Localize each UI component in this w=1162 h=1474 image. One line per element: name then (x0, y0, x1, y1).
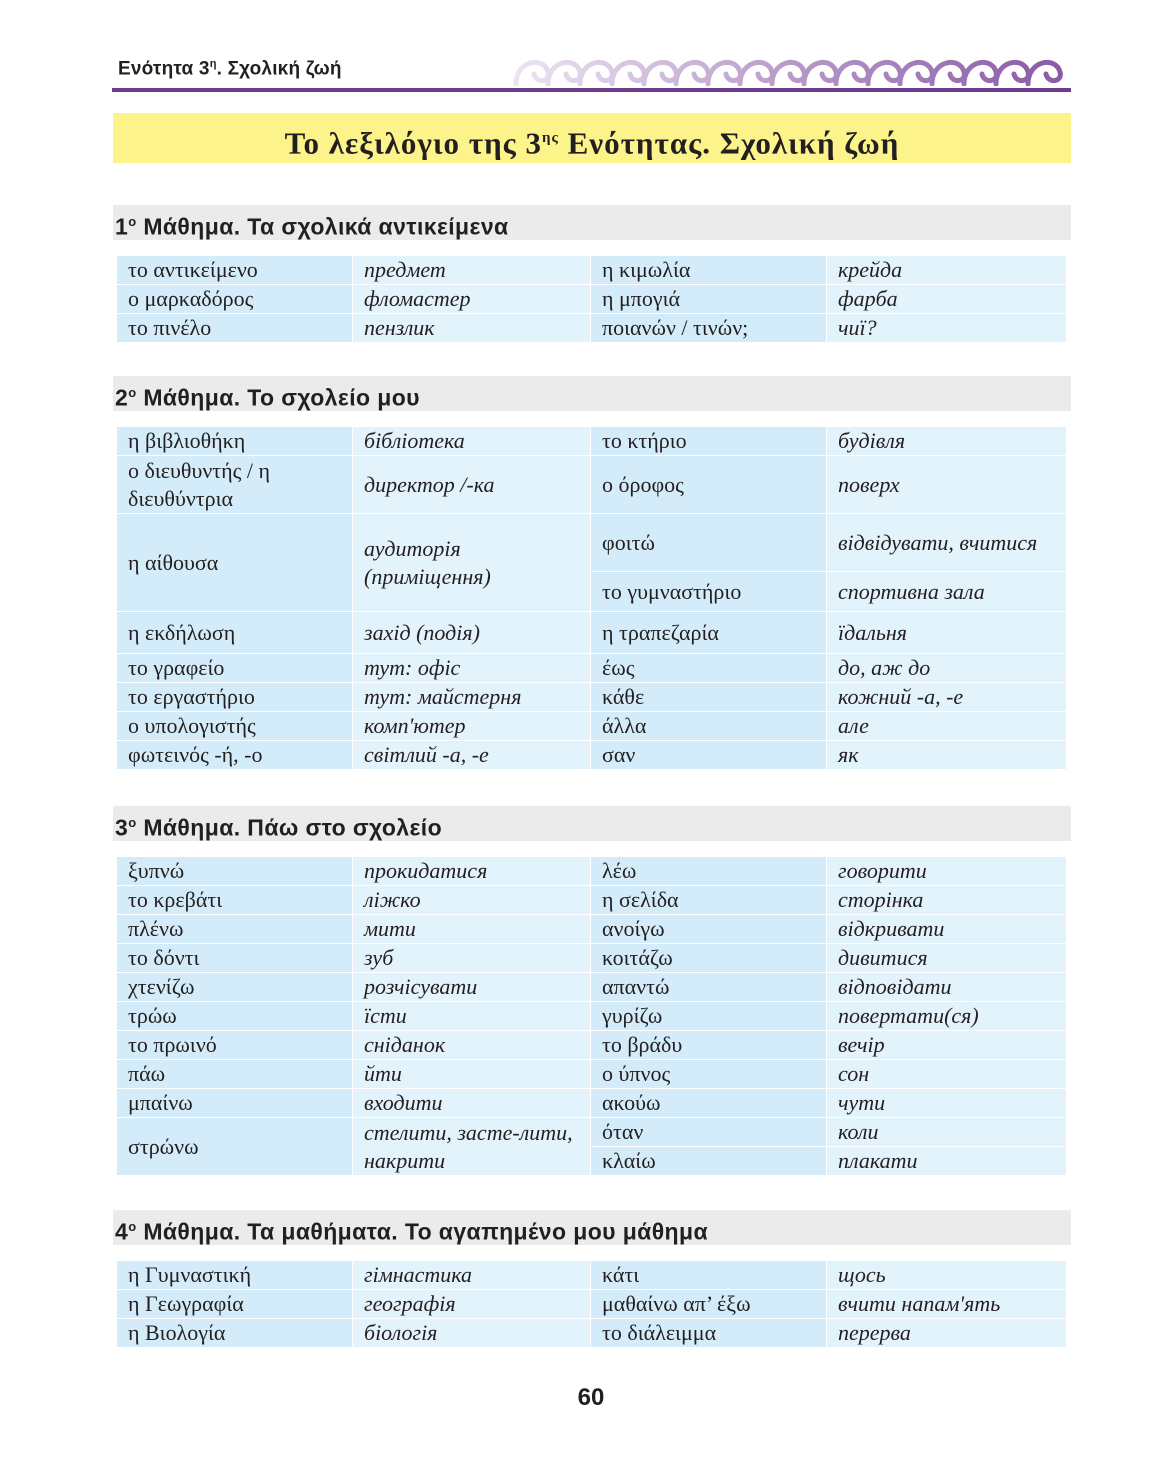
greek-word: μαθαίνω απ’ έξω (591, 1290, 827, 1319)
greek-word: ανοίγω (591, 915, 827, 944)
greek-word: το κρεβάτι (117, 886, 353, 915)
ukrainian-translation: світлий -а, -е (353, 741, 591, 770)
ukrainian-translation: географія (353, 1290, 591, 1319)
ukrainian-translation: відкривати (827, 915, 1067, 944)
ukrainian-translation: щось (827, 1261, 1067, 1290)
page-title: Το λεξιλόγιο της $3^{\eta\varsigma}$ Ενότητας. Σχολική ζωή (284, 125, 900, 161)
greek-word: ο μαρκαδόρος (117, 285, 353, 314)
ukrainian-translation: тут: офіс (353, 654, 591, 683)
greek-word: κλαίω (591, 1147, 827, 1176)
ukrainian-translation: сніданок (353, 1031, 591, 1060)
greek-word: το δόντι (117, 944, 353, 973)
ukrainian-translation: спортивна зала (827, 572, 1067, 612)
unit-header-title: Ενότητα $3^\eta$. Σχολική ζωή (118, 58, 342, 80)
page-number: 60 (577, 1384, 605, 1411)
lesson-2-heading (113, 376, 1071, 411)
greek-word: απαντώ (591, 973, 827, 1002)
lesson-4-heading (113, 1210, 1071, 1245)
greek-word: πλένω (117, 915, 353, 944)
greek-word: το διάλειμμα (591, 1319, 827, 1348)
lesson-4-vocab-table (117, 1261, 1067, 1348)
greek-word: το αντικείμενο (117, 256, 353, 285)
greek-word: η αίθουσα (117, 514, 353, 612)
greek-word: ο διευθυντής / η διευθύντρια (117, 456, 353, 514)
ukrainian-translation: відповідати (827, 973, 1067, 1002)
ukrainian-translation: крейда (827, 256, 1067, 285)
greek-word: ο υπολογιστής (117, 712, 353, 741)
ukrainian-translation: прокидатися (353, 857, 591, 886)
greek-word: σαν (591, 741, 827, 770)
lesson-3-vocab-table (117, 857, 1067, 1176)
greek-word: έως (591, 654, 827, 683)
ukrainian-translation: будівля (827, 427, 1067, 456)
greek-word: άλλα (591, 712, 827, 741)
ukrainian-translation: бібліотека (353, 427, 591, 456)
ukrainian-translation: відвідувати, вчитися (827, 514, 1067, 572)
greek-word: η σελίδα (591, 886, 827, 915)
greek-word: η μπογιά (591, 285, 827, 314)
ukrainian-translation: йти (353, 1060, 591, 1089)
ukrainian-translation: гімнастика (353, 1261, 591, 1290)
ukrainian-translation: стелити, засте-лити, накрити (353, 1118, 591, 1176)
greek-word: η Γυμναστική (117, 1261, 353, 1290)
lesson-3-heading (113, 806, 1071, 841)
greek-word: η εκδήλωση (117, 612, 353, 654)
greek-word: χτενίζω (117, 973, 353, 1002)
greek-wave-ornament-icon (496, 50, 1072, 86)
ukrainian-translation: кожний -а, -е (827, 683, 1067, 712)
ukrainian-translation: дивитися (827, 944, 1067, 973)
ukrainian-translation: директор /-ка (353, 456, 591, 514)
greek-word: πάω (117, 1060, 353, 1089)
ukrainian-translation: вчити напам'ять (827, 1290, 1067, 1319)
ukrainian-translation: плакати (827, 1147, 1067, 1176)
header-divider (112, 88, 1071, 92)
lesson-heading-text: $3^o$ Μάθημα. Πάω στο σχολείο (115, 814, 443, 841)
greek-word: ακούω (591, 1089, 827, 1118)
greek-word: λέω (591, 857, 827, 886)
ukrainian-translation: зуб (353, 944, 591, 973)
ukrainian-translation: але (827, 712, 1067, 741)
ukrainian-translation: сон (827, 1060, 1067, 1089)
greek-word: το βράδυ (591, 1031, 827, 1060)
greek-word: φοιτώ (591, 514, 827, 572)
greek-word: η Βιολογία (117, 1319, 353, 1348)
ukrainian-translation: захід (подія) (353, 612, 591, 654)
lesson-2-vocab-table (117, 427, 1067, 770)
greek-word: τρώω (117, 1002, 353, 1031)
ukrainian-translation: входити (353, 1089, 591, 1118)
ukrainian-translation: говорити (827, 857, 1067, 886)
greek-word: ο όροφος (591, 456, 827, 514)
ukrainian-translation: ліжко (353, 886, 591, 915)
ukrainian-translation: біологія (353, 1319, 591, 1348)
ukrainian-translation: поверх (827, 456, 1067, 514)
greek-word: φωτεινός -ή, -ο (117, 741, 353, 770)
ukrainian-translation: сторінка (827, 886, 1067, 915)
greek-word: η Γεωγραφία (117, 1290, 353, 1319)
greek-word: κάθε (591, 683, 827, 712)
greek-word: στρώνω (117, 1118, 353, 1176)
greek-word: κάτι (591, 1261, 827, 1290)
greek-word: όταν (591, 1118, 827, 1147)
lesson-heading-text: $2^o$ Μάθημα. Το σχολείο μου (115, 384, 420, 411)
ukrainian-translation: комп'ютер (353, 712, 591, 741)
ukrainian-translation: розчісувати (353, 973, 591, 1002)
greek-word: το κτήριο (591, 427, 827, 456)
greek-word: ο ύπνος (591, 1060, 827, 1089)
greek-word: το πινέλο (117, 314, 353, 343)
greek-word: η κιμωλία (591, 256, 827, 285)
greek-word: κοιτάζω (591, 944, 827, 973)
greek-word: το πρωινό (117, 1031, 353, 1060)
vocabulary-title-banner (113, 113, 1071, 163)
greek-word: το γραφείο (117, 654, 353, 683)
ukrainian-translation: повертати(ся) (827, 1002, 1067, 1031)
ukrainian-translation: до, аж до (827, 654, 1067, 683)
ukrainian-translation: пензлик (353, 314, 591, 343)
unit-header (112, 50, 1071, 94)
greek-word: η τραπεζαρία (591, 612, 827, 654)
ukrainian-translation: тут: майстерня (353, 683, 591, 712)
ukrainian-translation: чиї? (827, 314, 1067, 343)
ukrainian-translation: їдальня (827, 612, 1067, 654)
ukrainian-translation: вечір (827, 1031, 1067, 1060)
greek-word: η βιβλιοθήκη (117, 427, 353, 456)
greek-word: το εργαστήριο (117, 683, 353, 712)
ukrainian-translation: перерва (827, 1319, 1067, 1348)
greek-word: ποιανών / τινών; (591, 314, 827, 343)
lesson-heading-text: $4^o$ Μάθημα. Τα μαθήματα. Το αγαπημένο μου μάθημα (115, 1218, 709, 1245)
ukrainian-translation: як (827, 741, 1067, 770)
ukrainian-translation: мити (353, 915, 591, 944)
ukrainian-translation: фломастер (353, 285, 591, 314)
lesson-heading-text: $1^o$ Μάθημα. Τα σχολικά αντικείμενα (115, 213, 509, 240)
ukrainian-translation: фарба (827, 285, 1067, 314)
greek-word: το γυμναστήριο (591, 572, 827, 612)
ukrainian-translation: чути (827, 1089, 1067, 1118)
ukrainian-translation: коли (827, 1118, 1067, 1147)
ukrainian-translation: аудиторія (приміщення) (353, 514, 591, 612)
greek-word: γυρίζω (591, 1002, 827, 1031)
greek-word: ξυπνώ (117, 857, 353, 886)
lesson-1-vocab-table (117, 256, 1067, 343)
greek-word: μπαίνω (117, 1089, 353, 1118)
lesson-1-heading (113, 205, 1071, 240)
ukrainian-translation: предмет (353, 256, 591, 285)
ukrainian-translation: їсти (353, 1002, 591, 1031)
